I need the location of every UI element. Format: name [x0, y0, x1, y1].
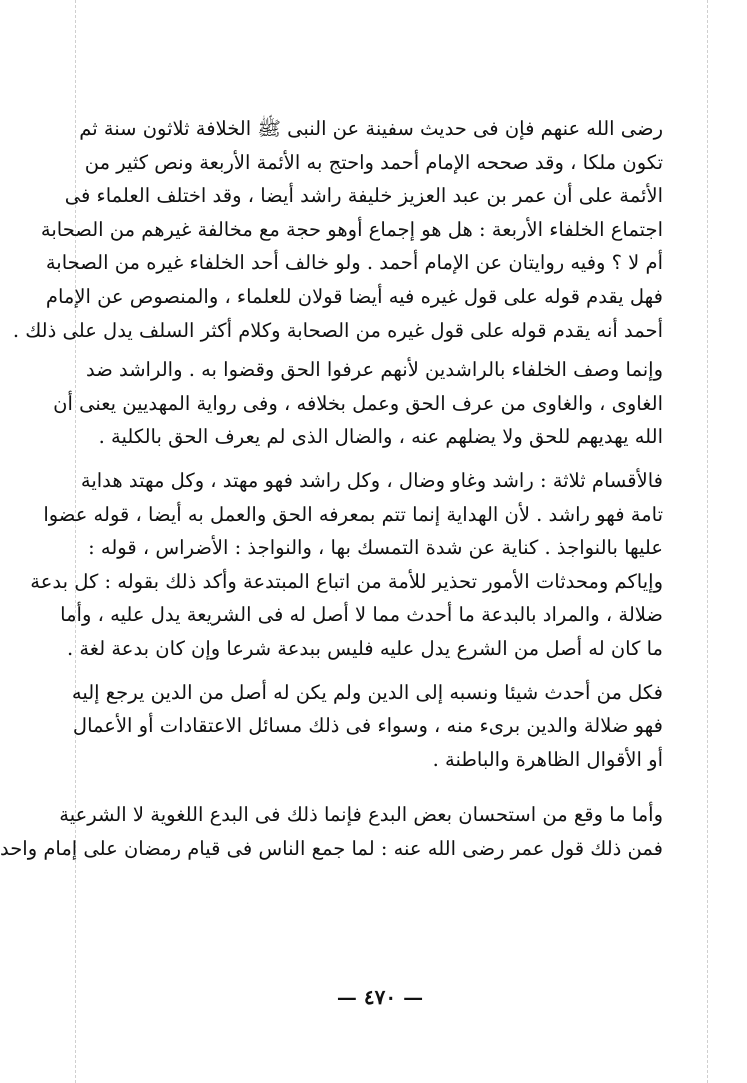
text-line: فمن ذلك قول عمر رضى الله عنه : لما جمع الناس فى قيام رمضان على إمام واحد [0, 836, 663, 860]
text-line: رضى الله عنهم فإن فى حديث سفينة عن النبى ﷺ الخلافة ثلاثون سنة ثم [79, 117, 663, 140]
text-line: ضلالة ، والمراد بالبدعة ما أحدث مما لا أصل له فى الشريعة يدل عليه ، وأما [60, 603, 663, 627]
paragraph-1 [12, 112, 663, 347]
text-line: أم لا ؟ وفيه روايتان عن الإمام أحمد . ولو خالف أحد الخلفاء غيره من الصحابة [45, 251, 663, 275]
paragraph-4 [71, 676, 663, 777]
text-line: فهل يقدم قوله على قول غيره فيه أيضا قولان للعلماء ، والمنصوص عن الإمام [45, 284, 663, 308]
text-line: ما كان له أصل من الشرع يدل عليه فليس ببدعة شرعا وإن كان بدعة لغة . [66, 636, 663, 660]
paragraph-2 [53, 353, 663, 454]
text-line: الأئمة على أن عمر بن عبد العزيز خليفة راشد أيضا ، وقد اختلف العلماء فى [64, 184, 663, 208]
paragraph-5 [0, 798, 663, 865]
paragraph-gap [101, 454, 663, 464]
text-line: الغاوى ، والغاوى من عرف الحق وعمل بخلافه ، وفى رواية المهديين يعنى أن [53, 391, 663, 415]
text-line: وإياكم ومحدثات الأمور تحذير للأمة من اتباع المبتدعة وأكد ذلك بقوله : كل بدعة [30, 569, 663, 593]
text-line: وإنما وصف الخلفاء بالراشدين لأنهم عرفوا الحق وقضوا به . والراشد ضد [85, 358, 663, 382]
text-line: وأما ما وقع من استحسان بعض البدع فإنما ذلك فى البدع اللغوية لا الشرعية [59, 803, 663, 827]
paragraph-gap [101, 666, 663, 676]
text-line: تكون ملكا ، وقد صححه الإمام أحمد واحتج به الأئمة الأربعة ونص كثير من [84, 150, 663, 174]
text-line: أو الأقوال الظاهرة والباطنة . [432, 747, 663, 771]
text-line: فالأقسام ثلاثة : راشد وغاو وضال ، وكل راشد فهو مهتد ، وكل مهتد هداية [80, 468, 663, 492]
page-number: — ٤٧٠ — [336, 985, 424, 1009]
page-body-text [0, 112, 663, 865]
page-edge-left [75, 0, 76, 1083]
text-line: الله يهديهم للحق ولا يضلهم عنه ، والضال الذى لم يعرف الحق بالكلية . [98, 425, 663, 449]
page-edge-right [707, 0, 708, 1083]
text-line: أحمد أنه يقدم قوله على قول غيره من الصحابة وكلام أكثر السلف يدل على ذلك . [12, 318, 663, 342]
paragraph-3 [30, 464, 663, 666]
text-line: عليها بالنواجذ . كناية عن شدة التمسك بها ، والنواجذ : الأضراس ، قوله : [88, 536, 663, 560]
text-line: تامة فهو راشد . لأن الهداية إنما تتم بمعرفه الحق والعمل به أيضا ، قوله عضوا [43, 502, 663, 526]
paragraph-gap [101, 776, 663, 798]
text-line: اجتماع الخلفاء الأربعة : هل هو إجماع أوهو حجة مع مخالفة غيرهم من الصحابة [40, 217, 663, 241]
text-line: فهو ضلالة والدين برىء منه ، وسواء فى ذلك مسائل الاعتقادات أو الأعمال [72, 714, 663, 738]
text-line: فكل من أحدث شيئا ونسبه إلى الدين ولم يكن له أصل من الدين يرجع إليه [71, 680, 663, 704]
